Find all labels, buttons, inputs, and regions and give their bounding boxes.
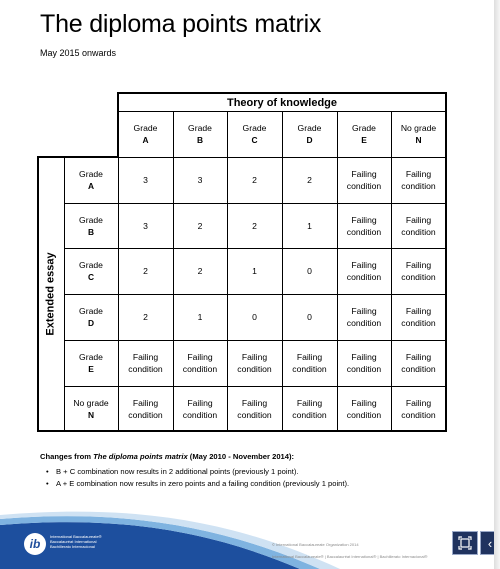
matrix-cell: 2	[143, 312, 148, 322]
grid-line	[282, 111, 283, 431]
grid-line	[64, 203, 446, 204]
ib-org-names: International Baccalaureate® Baccalauréat International Bachillerato Internacional	[50, 534, 102, 549]
changes-heading: Changes from The diploma points matrix (May 2010 - November 2014):	[40, 452, 295, 461]
grid-line	[38, 430, 447, 432]
matrix-cell: Failing condition	[401, 169, 436, 191]
matrix-cell: Failing condition	[128, 397, 163, 420]
grid-line	[64, 157, 65, 431]
matrix-cell: 2	[252, 175, 257, 185]
matrix-cell: 3	[197, 175, 203, 185]
grid-line	[64, 340, 446, 341]
matrix-cell: Failing condition	[346, 397, 382, 420]
column-header: Grade C	[242, 123, 267, 145]
list-item: • B + C combination now results in 2 additional points (previously 1 point).	[40, 466, 349, 478]
matrix-cell: Failing condition	[401, 352, 436, 374]
grid-line	[445, 92, 447, 432]
matrix-cell: 2	[252, 220, 257, 231]
copyright-text: © International Baccalaureate Organization 2014	[272, 542, 359, 547]
matrix-cell: Failing condition	[346, 352, 382, 374]
extended-essay-label: Extended essay	[45, 252, 57, 336]
grid-line	[117, 92, 119, 158]
matrix-cell: 2	[197, 266, 203, 276]
matrix-cell: Failing condition	[401, 214, 436, 237]
matrix-cell: Failing condition	[292, 352, 327, 374]
grid-line	[64, 294, 446, 295]
matrix-cell: 3	[143, 175, 148, 185]
page-title: The diploma points matrix	[40, 10, 322, 38]
matrix-cell: 1	[307, 220, 312, 231]
grid-line	[64, 386, 446, 387]
grid-line	[64, 248, 446, 249]
grid-line	[337, 111, 338, 431]
matrix-cell: 0	[307, 266, 312, 276]
matrix-cell: 0	[252, 312, 257, 322]
matrix-cell: 2	[197, 220, 203, 231]
matrix-cell: Failing condition	[182, 352, 218, 374]
matrix-cell: 3	[143, 220, 148, 231]
grid-line	[227, 111, 228, 431]
grid-line	[391, 111, 392, 431]
column-header: Grade A	[133, 123, 158, 145]
grid-line	[173, 111, 174, 431]
row-header: Grade C	[79, 260, 103, 282]
matrix-cell: Failing condition	[292, 397, 327, 420]
grid-line	[118, 111, 119, 431]
page-subtitle: May 2015 onwards	[40, 48, 117, 58]
theory-of-knowledge-header: Theory of knowledge	[118, 93, 446, 111]
matrix-cell: Failing condition	[401, 260, 436, 282]
scrollbar-edge	[494, 0, 500, 569]
matrix-cell: 2	[307, 175, 312, 185]
matrix-cell: Failing condition	[401, 306, 436, 328]
matrix-cell: Failing condition	[346, 214, 382, 237]
matrix-cell: Failing condition	[346, 260, 382, 282]
matrix-cell: Failing condition	[237, 352, 272, 374]
matrix-cell: Failing condition	[237, 397, 272, 420]
matrix-cell: 2	[143, 266, 148, 276]
column-header: Grade D	[297, 123, 322, 145]
grid-line	[118, 92, 446, 94]
changes-list	[40, 466, 349, 490]
matrix-cell: 1	[197, 312, 203, 322]
fit-page-icon-graphic	[458, 536, 472, 550]
matrix-cell: 1	[252, 266, 257, 276]
column-header: Grade B	[188, 123, 212, 145]
ib-logo: ib	[24, 533, 46, 555]
matrix-cell: Failing condition	[346, 169, 382, 191]
matrix-cell: Failing condition	[346, 306, 382, 328]
row-header: Grade E	[79, 352, 103, 374]
column-header: No grade N	[400, 123, 437, 145]
matrix-cell: Failing condition	[182, 397, 218, 420]
row-header: No grade N	[73, 397, 109, 420]
chevron-left-icon: ‹	[487, 535, 493, 551]
list-item: • A + E combination now results in zero points and a failing condition (previously 1 point).	[40, 478, 349, 490]
footer-links: International Baccalaureate® | Baccalauréat International® | Bachillerato Internacional®	[272, 554, 428, 559]
column-header: Grade E	[352, 123, 376, 145]
matrix-cell: 0	[307, 312, 312, 322]
row-header: Grade D	[79, 306, 103, 328]
fit-page-icon[interactable]	[452, 531, 478, 555]
row-header: Grade B	[79, 214, 103, 237]
matrix-cell: Failing condition	[128, 352, 163, 374]
matrix-cell: Failing condition	[401, 397, 436, 420]
row-header: Grade A	[79, 169, 103, 191]
